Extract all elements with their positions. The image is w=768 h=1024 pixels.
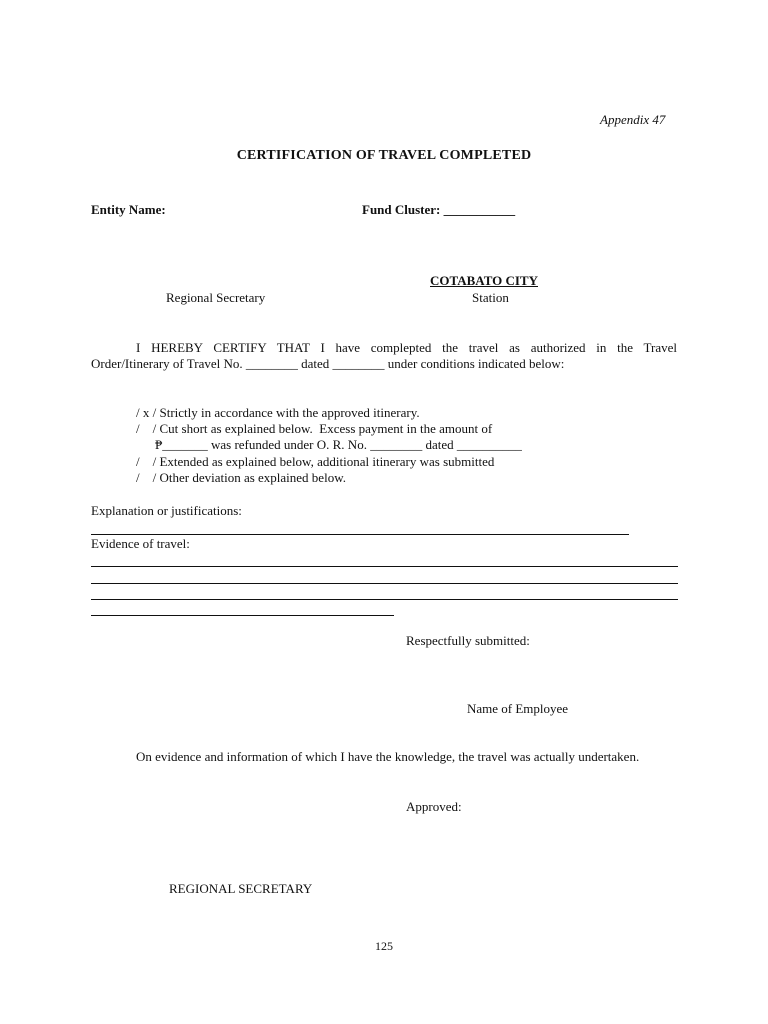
certify-line-1: I HEREBY CERTIFY THAT I have complepted the travel as authorized in the Travel (136, 340, 677, 355)
appendix-label: Appendix 47 (600, 112, 666, 127)
option-cut-short: / / Cut short as explained below. Excess payment in the amount of (136, 421, 493, 436)
respectfully-submitted: Respectfully submitted: (406, 633, 530, 648)
page-number: 125 (375, 939, 393, 953)
regional-secretary-caption: Regional Secretary (166, 290, 266, 305)
regional-secretary-signatory: REGIONAL SECRETARY (169, 881, 313, 896)
evidence-statement: On evidence and information of which I have the knowledge, the travel was actually undertaken. (136, 749, 640, 764)
fund-cluster-label: Fund Cluster: ___________ (362, 202, 516, 217)
station-caption: Station (472, 290, 509, 305)
entity-name-label: Entity Name: (91, 202, 166, 217)
evidence-line-1 (91, 566, 678, 567)
option-cut-short-refund: ₱_______ was refunded under O. R. No. ________ dated __________ (155, 437, 522, 452)
evidence-line-2 (91, 583, 678, 584)
name-of-employee: Name of Employee (467, 701, 569, 716)
option-strictly: / x / Strictly in accordance with the approved itinerary. (136, 405, 420, 420)
evidence-label: Evidence of travel: (91, 536, 190, 551)
evidence-line-4 (91, 615, 394, 616)
option-other-deviation: / / Other deviation as explained below. (136, 470, 346, 485)
certify-line-2: Order/Itinerary of Travel No. ________ dated ________ under conditions indicated below: (91, 356, 565, 371)
explanation-line (91, 534, 629, 535)
explanation-label: Explanation or justifications: (91, 503, 242, 518)
document-title: CERTIFICATION OF TRAVEL COMPLETED (236, 148, 532, 163)
approved-label: Approved: (406, 799, 462, 814)
evidence-line-3 (91, 599, 678, 600)
station-name: COTABATO CITY (430, 273, 538, 288)
option-extended: / / Extended as explained below, additional itinerary was submitted (136, 454, 495, 469)
